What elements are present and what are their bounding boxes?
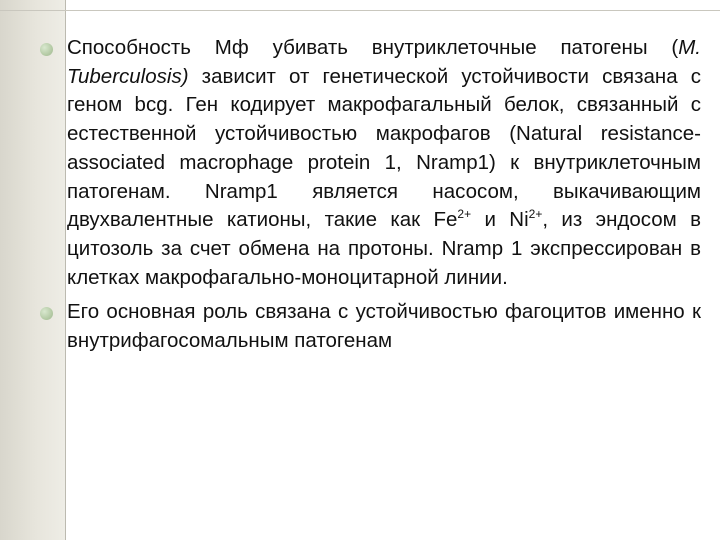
bullet-1-text-c: и Ni [471,208,529,232]
bullet-1-text-d: , из эндосом в цитозоль за счет обмена на протоны. Nramp 1 экспрессирован в клетках макрофагально-моноцитарной линии. [67,208,701,289]
decorative-horizontal-line [0,10,720,11]
bullet-1-text-b: зависит от генетической устойчивости связана с геном bcg. Ген кодирует макрофагальный белок, связанный с естественной устойчивостью макрофагов (Natural resistance-associated macrophage protein 1, Nramp1) к внутриклеточным патогенам. Nramp1 является насосом, выкачивающим двухвалентные катионы, такие как Fe [67,64,701,232]
decorative-left-strip [0,0,65,540]
decorative-vertical-line [65,0,66,540]
bullet-2-text: Его основная роль связана с устойчивостью фагоцитов именно к внутрифагосомальным патогенам [67,300,701,353]
bullet-dot-icon [40,43,53,56]
bullet-1-text-a: Способность Мф убивать внутриклеточные патогены ( [67,36,679,59]
bullet-1-superscript-fe: 2+ [457,207,472,222]
bullet-item-1 [67,34,701,292]
slide-body [67,34,701,362]
bullet-1-organism: M. Tuberculosis) [67,36,701,88]
bullet-item-2 [67,298,701,355]
bullet-1-superscript-ni: 2+ [528,207,543,222]
